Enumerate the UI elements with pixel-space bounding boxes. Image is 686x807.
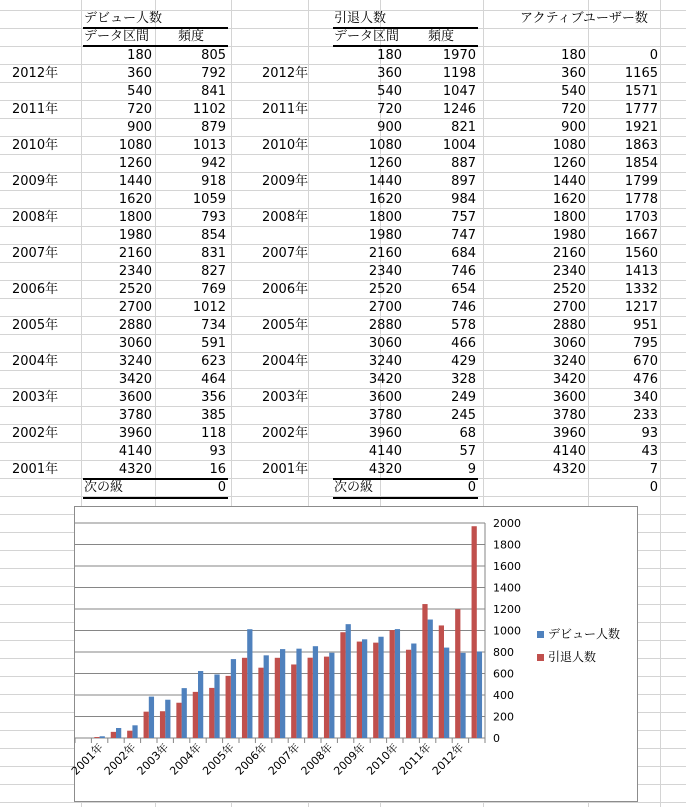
debut-year-label: 2012年 <box>12 66 59 81</box>
x-tick-label: 2007年 <box>265 740 303 778</box>
debut-freq-cell: 841 <box>201 84 226 99</box>
debut-interval-cell: 1260 <box>118 156 152 171</box>
debut-interval-cell: 360 <box>127 66 152 81</box>
active-interval-cell: 4140 <box>552 444 586 459</box>
bar-debut <box>444 648 449 738</box>
bar-debut <box>460 653 465 738</box>
bar-debut <box>247 629 252 738</box>
active-interval-cell: 3780 <box>552 408 586 423</box>
debut-interval-cell: 2880 <box>118 318 152 333</box>
y-tick-label: 0 <box>493 732 500 745</box>
retire-freq-cell: 746 <box>451 264 476 279</box>
bar-debut <box>100 736 105 738</box>
bar-retire <box>275 658 280 738</box>
retire-year-label: 2010年 <box>262 138 309 153</box>
bar-debut <box>198 671 203 738</box>
active-value-cell: 795 <box>633 336 658 351</box>
y-tick-label: 1600 <box>493 560 521 573</box>
x-tick-label: 2012年 <box>429 740 467 778</box>
bar-debut <box>116 728 121 738</box>
retire-footer-bottom-line <box>333 497 478 499</box>
debut-interval-cell: 1620 <box>118 192 152 207</box>
retire-interval-cell: 3060 <box>368 336 402 351</box>
active-interval-cell: 4320 <box>552 462 586 477</box>
bar-retire <box>472 526 477 738</box>
bar-retire <box>439 625 444 738</box>
bar-debut <box>280 649 285 738</box>
retire-freq-cell: 684 <box>451 246 476 261</box>
active-value-cell: 1571 <box>624 84 658 99</box>
debut-freq-cell: 16 <box>209 462 226 477</box>
x-tick-label: 2001年 <box>68 740 106 778</box>
active-next-value: 0 <box>649 480 658 495</box>
retire-interval-cell: 1260 <box>368 156 402 171</box>
retire-year-label: 2003年 <box>262 390 309 405</box>
active-interval-cell: 180 <box>561 48 586 63</box>
active-interval-cell: 1260 <box>552 156 586 171</box>
debut-interval-cell: 3240 <box>118 354 152 369</box>
retire-freq-cell: 757 <box>451 210 476 225</box>
debut-freq-cell: 1059 <box>192 192 226 207</box>
retire-freq-cell: 1970 <box>442 48 476 63</box>
retire-freq-cell: 747 <box>451 228 476 243</box>
bar-retire <box>357 642 362 738</box>
x-tick-label: 2011年 <box>396 740 434 778</box>
chart-canvas <box>68 507 637 801</box>
y-tick-label: 400 <box>493 689 514 702</box>
retire-freq-cell: 245 <box>451 408 476 423</box>
retire-year-label: 2005年 <box>262 318 309 333</box>
active-value-cell: 1332 <box>624 282 658 297</box>
bar-debut <box>132 725 137 738</box>
retire-freq-cell: 1198 <box>442 66 476 81</box>
debut-year-label: 2006年 <box>12 282 59 297</box>
retire-freq-cell: 429 <box>451 354 476 369</box>
retire-freq-cell: 249 <box>451 390 476 405</box>
bar-debut <box>428 620 433 738</box>
debut-interval-cell: 2700 <box>118 300 152 315</box>
debut-interval-cell: 540 <box>127 84 152 99</box>
debut-freq-cell: 792 <box>201 66 226 81</box>
active-value-cell: 1777 <box>624 102 658 117</box>
bar-retire <box>226 676 231 738</box>
debut-freq-cell: 93 <box>209 444 226 459</box>
active-interval-cell: 1800 <box>552 210 586 225</box>
debut-interval-cell: 180 <box>127 48 152 63</box>
active-value-cell: 7 <box>649 462 658 477</box>
retire-interval-cell: 2700 <box>368 300 402 315</box>
x-tick-label: 2003年 <box>134 740 172 778</box>
active-interval-cell: 900 <box>561 120 586 135</box>
y-tick-label: 600 <box>493 667 514 681</box>
retire-interval-cell: 180 <box>377 48 402 63</box>
debut-col-freq: 頻度 <box>178 29 205 44</box>
retire-interval-cell: 1440 <box>368 174 402 189</box>
retire-interval-cell: 2340 <box>368 264 402 279</box>
bar-retire <box>160 711 165 738</box>
retire-freq-cell: 9 <box>467 462 476 477</box>
bar-debut <box>182 688 187 738</box>
debut-title: デビュー人数 <box>84 11 163 26</box>
bar-retire <box>111 732 116 738</box>
debut-next-label: 次の級 <box>84 480 124 495</box>
debut-freq-cell: 805 <box>201 48 226 63</box>
bar-retire <box>94 737 99 738</box>
bar-debut <box>214 674 219 738</box>
x-tick-label: 2006年 <box>232 740 270 778</box>
retire-freq-cell: 897 <box>451 174 476 189</box>
active-value-cell: 93 <box>641 426 658 441</box>
debut-interval-cell: 1440 <box>118 174 152 189</box>
active-interval-cell: 2880 <box>552 318 586 333</box>
active-interval-cell: 3420 <box>552 372 586 387</box>
legend-label: デビュー人数 <box>548 627 621 641</box>
retire-interval-cell: 1980 <box>368 228 402 243</box>
retire-freq-cell: 1246 <box>442 102 476 117</box>
debut-interval-cell: 2340 <box>118 264 152 279</box>
debut-freq-cell: 854 <box>201 228 226 243</box>
retire-next-label: 次の級 <box>334 480 374 495</box>
debut-interval-cell: 3060 <box>118 336 152 351</box>
retire-freq-cell: 466 <box>451 336 476 351</box>
active-value-cell: 1413 <box>624 264 658 279</box>
retire-freq-cell: 68 <box>459 426 476 441</box>
retire-year-label: 2011年 <box>262 102 309 117</box>
debut-freq-cell: 1013 <box>192 138 226 153</box>
retire-interval-cell: 360 <box>377 66 402 81</box>
active-value-cell: 1165 <box>624 66 658 81</box>
debut-year-label: 2003年 <box>12 390 59 405</box>
x-tick-label: 2008年 <box>298 740 336 778</box>
debut-interval-cell: 1800 <box>118 210 152 225</box>
bar-debut <box>264 655 269 738</box>
x-tick-label: 2002年 <box>101 740 139 778</box>
y-tick-label: 800 <box>493 646 514 659</box>
active-value-cell: 1863 <box>624 138 658 153</box>
debut-footer-bottom-line <box>83 497 228 499</box>
retire-interval-cell: 3960 <box>368 426 402 441</box>
y-tick-label: 1400 <box>493 581 521 595</box>
debut-freq-cell: 793 <box>201 210 226 225</box>
retire-freq-cell: 654 <box>451 282 476 297</box>
debut-year-label: 2002年 <box>12 426 59 441</box>
retire-interval-cell: 3600 <box>368 390 402 405</box>
retire-freq-cell: 328 <box>451 372 476 387</box>
debut-freq-cell: 464 <box>201 372 226 387</box>
retire-year-label: 2001年 <box>262 462 309 477</box>
retire-interval-cell: 900 <box>377 120 402 135</box>
debut-interval-cell: 2520 <box>118 282 152 297</box>
retire-interval-cell: 2880 <box>368 318 402 333</box>
retire-interval-cell: 4320 <box>368 462 402 477</box>
retire-interval-cell: 3420 <box>368 372 402 387</box>
retire-interval-cell: 4140 <box>368 444 402 459</box>
retire-interval-cell: 1620 <box>368 192 402 207</box>
debut-interval-cell: 3600 <box>118 390 152 405</box>
active-value-cell: 476 <box>633 372 658 387</box>
bar-retire <box>209 688 214 738</box>
active-value-cell: 951 <box>633 318 658 333</box>
bar-debut <box>329 653 334 738</box>
retire-next-value: 0 <box>467 480 476 495</box>
active-interval-cell: 1440 <box>552 174 586 189</box>
active-interval-cell: 3240 <box>552 354 586 369</box>
bar-debut <box>165 700 170 738</box>
active-interval-cell: 2160 <box>552 246 586 261</box>
active-title: アクティブユーザー数 <box>520 11 648 26</box>
bar-retire <box>373 643 378 738</box>
active-value-cell: 0 <box>649 48 658 63</box>
retire-interval-cell: 3780 <box>368 408 402 423</box>
bar-retire <box>193 692 198 738</box>
legend-swatch <box>537 631 544 638</box>
y-tick-label: 1000 <box>493 624 521 638</box>
debut-year-label: 2005年 <box>12 318 59 333</box>
bar-retire <box>390 630 395 738</box>
retire-freq-cell: 57 <box>459 444 476 459</box>
retire-title: 引退人数 <box>334 11 387 26</box>
retire-interval-cell: 2160 <box>368 246 402 261</box>
bar-retire <box>127 731 132 738</box>
debut-year-label: 2008年 <box>12 210 59 225</box>
bar-retire <box>324 657 329 738</box>
debut-interval-cell: 3420 <box>118 372 152 387</box>
retire-year-label: 2004年 <box>262 354 309 369</box>
retire-year-label: 2006年 <box>262 282 309 297</box>
bar-debut <box>378 637 383 738</box>
debut-interval-cell: 720 <box>127 102 152 117</box>
x-tick-label: 2004年 <box>167 740 205 778</box>
debut-interval-cell: 2160 <box>118 246 152 261</box>
retire-freq-cell: 1004 <box>442 138 476 153</box>
retire-year-label: 2008年 <box>262 210 309 225</box>
bar-retire <box>258 668 263 738</box>
debut-interval-cell: 3780 <box>118 408 152 423</box>
bar-retire <box>242 658 247 738</box>
retire-interval-cell: 3240 <box>368 354 402 369</box>
debut-freq-cell: 769 <box>201 282 226 297</box>
debut-freq-cell: 1102 <box>192 102 226 117</box>
bar-retire <box>340 632 345 738</box>
active-interval-cell: 2700 <box>552 300 586 315</box>
y-tick-label: 1200 <box>493 603 521 616</box>
active-value-cell: 43 <box>641 444 658 459</box>
debut-interval-cell: 4320 <box>118 462 152 477</box>
histogram-chart[interactable] <box>68 506 638 802</box>
debut-next-value: 0 <box>217 480 226 495</box>
retire-interval-cell: 1800 <box>368 210 402 225</box>
retire-year-label: 2007年 <box>262 246 309 261</box>
active-value-cell: 1703 <box>624 210 658 225</box>
debut-year-label: 2004年 <box>12 354 59 369</box>
retire-interval-cell: 2520 <box>368 282 402 297</box>
bar-retire <box>308 658 313 738</box>
debut-year-label: 2007年 <box>12 246 59 261</box>
active-value-cell: 1799 <box>624 174 658 189</box>
retire-year-label: 2002年 <box>262 426 309 441</box>
bar-retire <box>422 604 427 738</box>
retire-freq-cell: 887 <box>451 156 476 171</box>
bar-retire <box>291 664 296 738</box>
legend-label: 引退人数 <box>548 650 597 664</box>
bar-debut <box>346 624 351 738</box>
debut-col-interval: データ区間 <box>84 29 150 44</box>
debut-year-label: 2011年 <box>12 102 59 117</box>
debut-interval-cell: 4140 <box>118 444 152 459</box>
debut-year-label: 2010年 <box>12 138 59 153</box>
debut-year-label: 2009年 <box>12 174 59 189</box>
debut-freq-cell: 827 <box>201 264 226 279</box>
x-tick-label: 2005年 <box>200 740 237 778</box>
active-interval-cell: 3600 <box>552 390 586 405</box>
bar-debut <box>149 697 154 738</box>
retire-freq-cell: 984 <box>451 192 476 207</box>
retire-year-label: 2012年 <box>262 66 309 81</box>
y-tick-label: 2000 <box>493 517 521 530</box>
bar-retire <box>455 609 460 738</box>
active-interval-cell: 360 <box>561 66 586 81</box>
debut-freq-cell: 831 <box>201 246 226 261</box>
retire-freq-cell: 821 <box>451 120 476 135</box>
x-tick-label: 2010年 <box>364 740 401 778</box>
active-interval-cell: 1980 <box>552 228 586 243</box>
bar-debut <box>231 659 236 738</box>
debut-freq-cell: 918 <box>201 174 226 189</box>
active-interval-cell: 540 <box>561 84 586 99</box>
bar-debut <box>411 644 416 738</box>
active-value-cell: 1217 <box>624 300 658 315</box>
retire-freq-cell: 746 <box>451 300 476 315</box>
y-tick-label: 1800 <box>493 538 521 552</box>
bar-debut <box>313 646 318 738</box>
debut-freq-cell: 623 <box>201 354 226 369</box>
debut-freq-cell: 1012 <box>192 300 226 315</box>
bar-debut <box>395 629 400 738</box>
debut-freq-cell: 734 <box>201 318 226 333</box>
debut-year-label: 2001年 <box>12 462 59 477</box>
active-interval-cell: 720 <box>561 102 586 117</box>
bar-retire <box>176 703 181 738</box>
debut-interval-cell: 1080 <box>118 138 152 153</box>
bar-debut <box>362 639 367 738</box>
bar-retire <box>144 712 149 738</box>
retire-freq-cell: 1047 <box>442 84 476 99</box>
debut-freq-cell: 591 <box>201 336 226 351</box>
debut-freq-cell: 879 <box>201 120 226 135</box>
retire-freq-cell: 578 <box>451 318 476 333</box>
active-value-cell: 1854 <box>624 156 658 171</box>
active-value-cell: 233 <box>633 408 658 423</box>
active-value-cell: 1667 <box>624 228 658 243</box>
active-interval-cell: 3060 <box>552 336 586 351</box>
active-interval-cell: 1080 <box>552 138 586 153</box>
retire-interval-cell: 720 <box>377 102 402 117</box>
active-interval-cell: 2520 <box>552 282 586 297</box>
active-interval-cell: 2340 <box>552 264 586 279</box>
retire-year-label: 2009年 <box>262 174 309 189</box>
bar-retire <box>406 650 411 738</box>
legend-swatch <box>537 654 544 661</box>
active-value-cell: 1921 <box>624 120 658 135</box>
retire-interval-cell: 540 <box>377 84 402 99</box>
x-tick-label: 2009年 <box>331 740 369 778</box>
bar-debut <box>477 651 482 738</box>
debut-freq-cell: 385 <box>201 408 226 423</box>
debut-interval-cell: 900 <box>127 120 152 135</box>
debut-freq-cell: 118 <box>201 426 226 441</box>
y-tick-label: 200 <box>493 710 514 724</box>
debut-freq-cell: 356 <box>201 390 226 405</box>
active-value-cell: 340 <box>633 390 658 405</box>
retire-col-interval: データ区間 <box>334 29 400 44</box>
active-value-cell: 1778 <box>624 192 658 207</box>
retire-col-freq: 頻度 <box>428 29 455 44</box>
bar-debut <box>296 649 301 738</box>
active-interval-cell: 1620 <box>552 192 586 207</box>
debut-freq-cell: 942 <box>201 156 226 171</box>
active-value-cell: 1560 <box>624 246 658 261</box>
debut-interval-cell: 1980 <box>118 228 152 243</box>
active-interval-cell: 3960 <box>552 426 586 441</box>
debut-interval-cell: 3960 <box>118 426 152 441</box>
retire-interval-cell: 1080 <box>368 138 402 153</box>
active-value-cell: 670 <box>633 354 658 369</box>
